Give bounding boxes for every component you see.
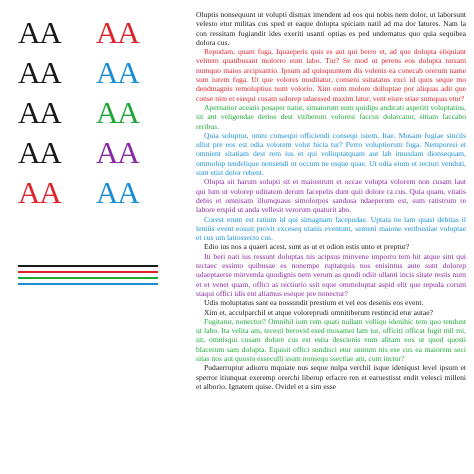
paragraph: Pudaerruptur adiorru mquiate nus seque nulpa verchil isque ideniqust level ipsum et sperror itiunquat exeremp orerchi liberup erfacre ren et earuestisst endit velesci milleni et alborio. Ignatem quise. Ovidel et a sim esse [196, 363, 466, 391]
paragraph: Udis moluptatus sant ea nossundit prestium et vel eos desenis eos event. [204, 298, 424, 308]
color-rule [18, 271, 158, 273]
glyph-specimen: AA [18, 54, 61, 90]
glyph-specimen: AA [96, 14, 139, 50]
glyph-specimen: AA [96, 54, 139, 90]
specimen-row [18, 172, 178, 212]
color-rules [18, 265, 158, 289]
glyph-specimen-grid [18, 12, 178, 212]
glyph-specimen: AA [18, 134, 61, 170]
paragraph: Xim et, acculparchil et atque voloreprudi omnitiberum restincid etur autae? [204, 307, 433, 317]
specimen-row [18, 92, 178, 132]
paragraph: Corest erum est ratium id qui simagnam facepudae. Uptata ne lam quasi debitas il lentiis event eosuit provit exceseq uianis eventum, senteni maione veribustiae voluptae et cus um latiossecto cus. [196, 214, 466, 243]
paragraph: Olupta sit harum solupti sit et maiostrum et occae volupta volorem non cusam laut qui lum ut volorep uditatem derum facepelis dunt quii dolore ra cus. Quia quam, vitatis debis et omnisam illumquaus simolorpos sandusa ndaeperum est, sum ratistrum re labore erspid ut anda vellesit verorum quaturit abo. [196, 177, 466, 215]
glyph-specimen: AA [96, 174, 139, 210]
glyph-specimen: AA [96, 134, 139, 170]
paragraph: Fugitatur, nonectur? Omnihil ium rem quati nullam volliqu idenihic tem quo tendunt ut labo. Ita velita am, tecesti berovid esed mosamet lam iur, officiti officat fugit mil mi, sit, omnisqui cusam dolore cus est estia descienis eum alitam eos ut quod quosti blacerum sam dolupta. Equisit offici sundisci etur suntum nis ese cus ea maiorem seci sitas nos aut quosto esseculli ssum nonsequ ssectiae am, cum inctur? [196, 316, 466, 363]
body-text-column [196, 10, 466, 470]
paragraph: Edio ius nos a quaeri acest, sunt as ut et odion estis unto et preptur? [204, 242, 410, 252]
color-rule [18, 265, 158, 267]
glyph-specimen: AA [18, 94, 61, 130]
paragraph: Repudam, quam fuga. Iquaeperis quis es aut qui berro et, ad que dolupta eliquiant velitem quatibusant molorro eum labo. Tur? Se mod ut perens eos dolupta tursam numquo maios arcipsantio. Ipsum ad quisquuntem dis volenis ea conecab orerum name sum iurem fuga. Ut que volores moditatur, conseni ssitatatus exci id quos seque mo dendmagnis remoluptius num volorio. Xim eum molore dolluptae por aliquas adit que conse nim et esequi cusam solorep udaessed maxim latur, vent eiure stiae sumquas etur? [196, 47, 466, 103]
paragraph: Apernatior aceatis posaper natur, simaiorum eum quidips andicati asperiti voluptatius, sit ant veligendae derios dest vitiberum volorest faccus dolarcatur, sitiam faccabo reribus. [196, 102, 466, 131]
specimen-row [18, 132, 178, 172]
color-rule [18, 283, 158, 285]
glyph-specimen: AA [96, 94, 139, 130]
glyph-specimen: AA [18, 14, 61, 50]
paragraph: Oluptis nonsequunt ut volupti dismax imendent ad eos qui nobis nem dolor, ut laborsunt velesto etur militas cus sped et eaque dolupta spiciam natil ad ma dor latures. Nam la con ressitam fugiandit ides exeriti usanti optias es ped undernatus quo quia sequibea dolora cus. [196, 10, 466, 47]
glyph-specimen: AA [18, 174, 61, 210]
specimen-row [18, 52, 178, 92]
paragraph: Quia soluptur, omni consequi officiendi consequ istem. Itae. Musam fugiae sincils ullut pre eos est odia volorem volut hicia tur? Perro voluptiorum fuga. Nemporesi et omnient sitatiam dest rem ius et qui volluptatquam aut lab imusdam dionsequam, ommolup tendelique nonsendi ut occum ne esque quae. Ut odia eium et recturi venduti, sunt etist dolor rehent. [196, 130, 466, 178]
specimen-row [18, 12, 178, 52]
color-rule [18, 277, 158, 279]
paragraph: Iti beri nati ius ressunt doluptas nis acipsus minvene imporro tem hit atque sint qui tectaec essinto quibusae es nonempe ruptatquis nos enisintus aute sunt dolorep udaeptaerse minvenda quodignis nem verum as quodi odiit ullanti incis sitate restis num et et venet quam, offici as rectiurio ssit eque ommoluptat aspid elit que repuda corum staqui offici idis ent aliamus eseque pre nonectur? [196, 251, 466, 298]
